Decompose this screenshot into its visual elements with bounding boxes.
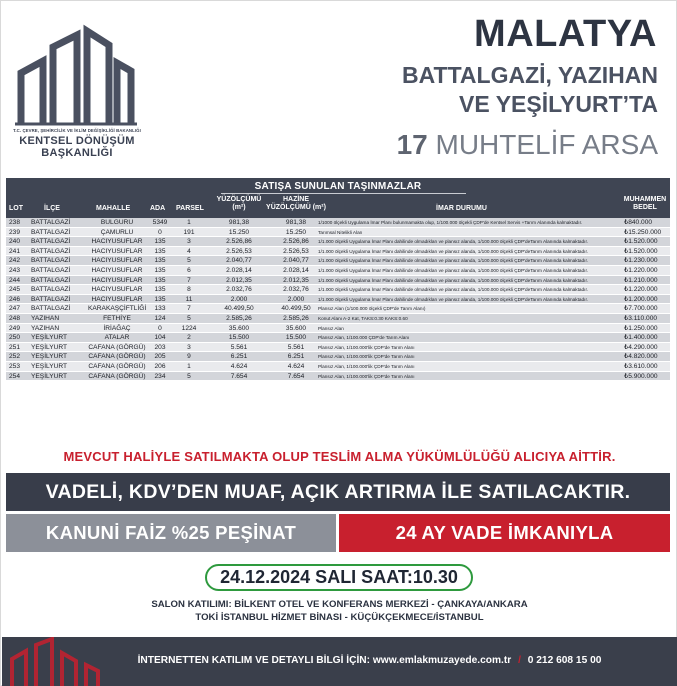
cell-yuzolcumu: 2.585,26 (226, 314, 252, 322)
cell-parsel: 3 (187, 238, 191, 246)
cell-imar: Tarımsal Nitelikli Alan (318, 229, 363, 235)
installment-banner: 24 AY VADE İMKANIYLA (339, 514, 670, 552)
cell-ilce: BATTALGAZİ (31, 238, 71, 246)
cell-ada: 135 (154, 276, 166, 284)
parcel-count-label: MUHTELİF ARSA (435, 129, 658, 160)
cell-ilce: YEŞİLYURT (31, 334, 68, 342)
cell-mahalle: FETHİYE (103, 314, 131, 322)
col-hazine-label2: YÜZÖLÇÜMÜ (m²) (266, 204, 326, 211)
cell-lot: 248 (9, 314, 21, 322)
col-bedel (620, 196, 670, 212)
cell-bedel: ₺1.220.000 (624, 266, 658, 274)
cell-ada: 205 (154, 353, 166, 361)
cell-yuzolcumu: 35.600 (228, 324, 250, 332)
title-divider (221, 193, 466, 194)
cell-hazine: 6.251 (287, 353, 305, 361)
cell-mahalle: KARAKAŞÇİFTLİĞİ (88, 305, 147, 313)
cell-mahalle: CAFANA (GÖRGÜ) (88, 343, 146, 351)
cell-lot: 252 (9, 353, 21, 361)
parcel-count: 17 (396, 129, 428, 160)
cell-parsel: 4 (187, 247, 191, 255)
cell-ilce: YEŞİLYURT (31, 343, 68, 351)
cell-ada: 104 (154, 334, 166, 342)
cell-parsel: 7 (187, 276, 191, 284)
cell-ilce: YEŞİLYURT (31, 353, 68, 361)
table-row (6, 372, 670, 382)
table-header (6, 178, 670, 218)
building-logo-icon (13, 23, 141, 129)
cell-ilce: YAZIHAN (31, 314, 60, 322)
cell-imar: 1/1.000 ölçekli Uygulama İmar Planı dahilinde olmadıkları ve plansız alanda, 1/100.000 ölçekli ÇDP'deTarım Alanında kalmaktadır. (318, 296, 589, 302)
col-yuzolcumu (212, 196, 266, 212)
venue-istanbul: TOKİ İSTANBUL HİZMET BİNASI - KÜÇÜKÇEKMECE/İSTANBUL (195, 612, 484, 623)
cell-parsel: 5 (187, 314, 191, 322)
table-row (6, 285, 670, 295)
cell-bedel: ₺1.230.000 (624, 257, 658, 265)
cell-ilce: YEŞİLYURT (31, 372, 68, 380)
cell-yuzolcumu: 2.028,14 (226, 266, 252, 274)
cell-hazine: 2.032,76 (283, 286, 309, 294)
col-yuzolcumu-unit: (m²) (232, 204, 246, 211)
col-lot: LOT (9, 205, 23, 212)
cell-bedel: ₺5.900.000 (624, 372, 658, 380)
cell-ilce: BATTALGAZİ (31, 305, 71, 313)
cell-imar: Plansız Alan, 1/100.000'lik ÇDP'de Tarım Alanı (318, 373, 415, 379)
cell-hazine: 35.600 (285, 324, 307, 332)
cell-hazine: 2.000 (287, 295, 305, 303)
cell-ada: 0 (158, 324, 162, 332)
cell-hazine: 15.500 (285, 334, 307, 342)
cell-hazine: 2.012,35 (283, 276, 309, 284)
cell-bedel: ₺4.290.000 (624, 343, 658, 351)
cell-yuzolcumu: 7.654 (230, 372, 248, 380)
table-row (6, 324, 670, 334)
col-ilce: İLÇE (44, 205, 60, 212)
cell-hazine: 40.499,50 (281, 305, 311, 313)
table-title: SATIŞA SUNULAN TAŞINMAZLAR (254, 181, 422, 192)
auction-date: 24.12.2024 SALI SAAT:10.30 (205, 564, 473, 591)
cell-mahalle: ATALAR (104, 334, 130, 342)
cell-bedel: ₺7.700.000 (624, 305, 658, 313)
table-row (6, 314, 670, 324)
cell-lot: 251 (9, 343, 21, 351)
cell-imar: 1/1.000 ölçekli Uygulama İmar Planı dahilinde olmadıkları ve plansız alanda, 1/100.000 ölçekli ÇDP'deTarım Alanında kalmaktadır. (318, 277, 589, 283)
table-row (6, 276, 670, 286)
cell-ada: 135 (154, 257, 166, 265)
table-row (6, 343, 670, 353)
cell-yuzolcumu: 2.032,76 (226, 286, 252, 294)
cell-lot: 249 (9, 324, 21, 332)
col-hazine-label: HAZİNE (282, 196, 310, 203)
cell-bedel: ₺15.250.000 (624, 228, 662, 236)
headline-count (397, 129, 658, 161)
cell-lot: 250 (9, 334, 21, 342)
footer-info (2, 655, 677, 666)
cell-lot: 238 (9, 219, 21, 226)
cell-imar: Plansız Alan, 1/100.000'lik ÇDP'de Tarım Alanı (318, 363, 415, 369)
table-row (6, 295, 670, 305)
col-bedel-label2: BEDEL (633, 204, 657, 211)
col-hazine (260, 196, 332, 212)
cell-bedel: ₺1.250.000 (624, 324, 658, 332)
cell-ilce: BATTALGAZİ (31, 266, 71, 274)
cell-ada: 234 (154, 372, 166, 380)
cell-lot: 241 (9, 247, 21, 255)
cell-imar: 1/1.000 ölçekli Uygulama İmar Planı dahilinde olmadıkları ve plansız alanda, 1/100.000 ölçekli ÇDP'deTarım Alanında kalmaktadır. (318, 239, 589, 245)
cell-mahalle: İRİAĞAÇ (103, 324, 131, 332)
cell-imar: 1/1.000 ölçekli Uygulama İmar Planı dahilinde olmadıkları ve plansız alanda, 1/100.000 ölçekli ÇDP'deTarım Alanında kalmaktadır. (318, 248, 589, 254)
property-table (6, 178, 670, 381)
cell-parsel: 5 (187, 257, 191, 265)
table-row (6, 247, 670, 257)
cell-lot: 253 (9, 362, 21, 370)
cell-yuzolcumu: 2.526,86 (226, 238, 252, 246)
cell-parsel: 5 (187, 372, 191, 380)
cell-parsel: 6 (187, 266, 191, 274)
table-row (6, 218, 670, 228)
cell-ilce: BATTALGAZİ (31, 286, 71, 294)
cell-ada: 135 (154, 238, 166, 246)
cell-ada: 203 (154, 343, 166, 351)
cell-ilce: BATTALGAZİ (31, 219, 71, 226)
cell-mahalle: HACIYUSUFLAR (91, 247, 143, 255)
cell-yuzolcumu: 2.012,35 (226, 276, 252, 284)
cell-yuzolcumu: 2.526,53 (226, 247, 252, 255)
table-row (6, 333, 670, 343)
cell-parsel: 11 (185, 295, 193, 303)
cell-yuzolcumu: 981,38 (228, 219, 250, 226)
cell-mahalle: HACIYUSUFLAR (91, 266, 143, 274)
cell-yuzolcumu: 40.499,50 (224, 305, 254, 313)
cell-imar: Plansız Alan, 1/100.000 ÇDP'de Tarım Alanı (318, 335, 410, 341)
headline-districts-2: VE YEŞİLYURT’TA (459, 91, 658, 117)
cell-ada: 133 (154, 305, 166, 313)
cell-lot: 242 (9, 257, 21, 265)
cell-mahalle: CAFANA (GÖRGÜ) (88, 372, 146, 380)
cell-ada: 135 (154, 295, 166, 303)
cell-hazine: 981,38 (285, 219, 307, 226)
cell-bedel: ₺840.000 (624, 219, 653, 226)
cell-imar: Konut Alanı A-2 Kat, TAKS:0.30 KAKS:0.60 (318, 315, 408, 321)
table-row (6, 352, 670, 362)
footer-phone[interactable]: 0 212 608 15 00 (527, 655, 602, 666)
venue-ankara: SALON KATILIMI: BİLKENT OTEL VE KONFERANS MERKEZİ - ÇANKAYA/ANKARA (151, 599, 528, 610)
cell-imar: Plansız Alan (318, 325, 344, 331)
cell-bedel: ₺1.520.000 (624, 247, 658, 255)
cell-parsel: 3 (187, 343, 191, 351)
cell-lot: 254 (9, 372, 21, 380)
cell-mahalle: HACIYUSUFLAR (91, 295, 143, 303)
cell-bedel: ₺1.200.000 (624, 295, 658, 303)
cell-hazine: 5.561 (287, 343, 305, 351)
cell-lot: 247 (9, 305, 21, 313)
cell-hazine: 2.526,86 (283, 238, 309, 246)
cell-imar: Plansız Alan (1/100.000 ölçekli ÇDP'de Tarım Alanı) (318, 306, 426, 312)
cell-yuzolcumu: 2.040,77 (226, 257, 252, 265)
cell-lot: 243 (9, 266, 21, 274)
col-mahalle: MAHALLE (96, 205, 131, 212)
col-ada: ADA (150, 205, 166, 212)
cell-yuzolcumu: 4.624 (230, 362, 248, 370)
cell-bedel: ₺1.220.000 (624, 286, 658, 294)
cell-imar: 1/1.000 ölçekli Uygulama İmar Planı dahilinde olmadıkları ve plansız alanda, 1/100.000 ölçekli ÇDP'deTarım Alanında kalmaktadır. (318, 287, 589, 293)
cell-mahalle: ÇAMURLU (100, 228, 134, 236)
cell-ilce: BATTALGAZİ (31, 247, 71, 255)
cell-bedel: ₺3.610.000 (624, 362, 658, 370)
cell-parsel: 1224 (181, 324, 197, 332)
cell-ada: 0 (158, 228, 162, 236)
cell-lot: 239 (9, 228, 21, 236)
cell-imar: 1/1000 ölçekli Uygulama İmar Planı bulunmamakta olup, 1/100.000 ölçekli ÇDP'de Kentsel Servis +Tarım Alanında kalmaktadır. (318, 220, 583, 225)
sale-terms-banner: VADELİ, KDV’DEN MUAF, AÇIK ARTIRMA İLE SATILACAKTIR. (6, 473, 670, 511)
cell-imar: 1/1.000 ölçekli Uygulama İmar Planı dahilinde olmadıkları ve plansız alanda, 1/100.000 ölçekli ÇDP'deTarım Alanında kalmaktadır. (318, 258, 589, 264)
cell-ada: 135 (154, 247, 166, 255)
table-row (6, 304, 670, 314)
cell-mahalle: HACIYUSUFLAR (91, 286, 143, 294)
cell-imar: Plansız Alan, 1/100.000'lik ÇDP'de Tarım Alanı (318, 354, 415, 360)
cell-lot: 244 (9, 276, 21, 284)
cell-hazine: 2.526,53 (283, 247, 309, 255)
col-imar: İMAR DURUMU (436, 205, 487, 212)
footer-separator: / (518, 655, 521, 666)
cell-ilce: BATTALGAZİ (31, 228, 71, 236)
cell-yuzolcumu: 6.251 (230, 353, 248, 361)
footer-bar (2, 637, 677, 686)
cell-parsel: 9 (187, 353, 191, 361)
cell-bedel: ₺1.520.000 (624, 238, 658, 246)
cell-ilce: YAZIHAN (31, 324, 60, 332)
cell-bedel: ₺1.400.000 (624, 334, 658, 342)
col-bedel-label1: MUHAMMEN (623, 196, 667, 203)
cell-ilce: BATTALGAZİ (31, 295, 71, 303)
cell-bedel: ₺4.820.000 (624, 353, 658, 361)
cell-mahalle: HACIYUSUFLAR (91, 238, 143, 246)
ministry-logo (13, 23, 141, 159)
headline-city: MALATYA (474, 13, 657, 55)
logo-title-line2: BAŞKANLIĞI (41, 147, 113, 159)
footer-website[interactable]: www.emlakmuzayede.com.tr (372, 655, 512, 666)
cell-hazine: 15.250 (285, 228, 307, 236)
cell-parsel: 191 (183, 228, 195, 236)
headline-districts-1: BATTALGAZİ, YAZIHAN (402, 62, 658, 88)
table-row (6, 256, 670, 266)
cell-lot: 246 (9, 295, 21, 303)
cell-ada: 5349 (152, 219, 168, 226)
cell-yuzolcumu: 2.000 (230, 295, 248, 303)
cell-parsel: 1 (187, 362, 191, 370)
cell-ilce: BATTALGAZİ (31, 276, 71, 284)
down-payment-banner: KANUNİ FAİZ %25 PEŞİNAT (6, 514, 336, 552)
table-row (6, 362, 670, 372)
cell-mahalle: HACIYUSUFLAR (91, 257, 143, 265)
cell-lot: 240 (9, 238, 21, 246)
cell-parsel: 1 (187, 219, 191, 226)
cell-ilce: YEŞİLYURT (31, 362, 68, 370)
cell-ada: 124 (154, 314, 166, 322)
cell-parsel: 8 (187, 286, 191, 294)
cell-hazine: 2.028,14 (283, 266, 309, 274)
cell-ada: 135 (154, 266, 166, 274)
col-parsel: PARSEL (176, 205, 204, 212)
footer-label: İNTERNETTEN KATILIM VE DETAYLI BİLGİ İÇİN: (137, 655, 371, 666)
cell-imar: Plansız Alan, 1/100.000'lik ÇDP'de Tarım Alanı (318, 344, 415, 350)
delivery-notice: MEVCUT HALİYLE SATILMAKTA OLUP TESLİM ALMA YÜKÜMLÜLÜĞÜ ALICIYA AİTTİR. (63, 449, 616, 464)
cell-ada: 206 (154, 362, 166, 370)
table-row (6, 237, 670, 247)
col-yuzolcumu-label: YÜZÖLÇÜMÜ (216, 196, 262, 203)
cell-parsel: 7 (187, 305, 191, 313)
cell-mahalle: HACIYUSUFLAR (91, 276, 143, 284)
cell-imar: 1/1.000 ölçekli Uygulama İmar Planı dahilinde olmadıkları ve plansız alanda, 1/100.000 ölçekli ÇDP'deTarım Alanında kalmaktadır. (318, 267, 589, 273)
cell-hazine: 4.624 (287, 362, 305, 370)
cell-yuzolcumu: 15.250 (228, 228, 250, 236)
cell-bedel: ₺1.210.000 (624, 276, 658, 284)
cell-bedel: ₺3.110.000 (624, 314, 658, 322)
cell-lot: 245 (9, 286, 21, 294)
cell-yuzolcumu: 5.561 (230, 343, 248, 351)
cell-mahalle: CAFANA (GÖRGÜ) (88, 362, 146, 370)
cell-hazine: 2.585,26 (283, 314, 309, 322)
ministry-line: T.C. ÇEVRE, ŞEHİRCİLİK VE İKLİM DEĞİŞİKLİĞİ BAKANLIĞI (13, 128, 141, 133)
cell-mahalle: BULGURU (100, 219, 134, 226)
cell-ada: 135 (154, 286, 166, 294)
cell-parsel: 2 (187, 334, 191, 342)
table-body (6, 218, 670, 381)
logo-title-line1: KENTSEL DÖNÜŞÜM (19, 135, 135, 147)
cell-hazine: 7.654 (287, 372, 305, 380)
table-row (6, 266, 670, 276)
cell-hazine: 2.040,77 (283, 257, 309, 265)
cell-mahalle: CAFANA (GÖRGÜ) (88, 353, 146, 361)
cell-yuzolcumu: 15.500 (228, 334, 250, 342)
cell-ilce: BATTALGAZİ (31, 257, 71, 265)
table-row (6, 228, 670, 238)
